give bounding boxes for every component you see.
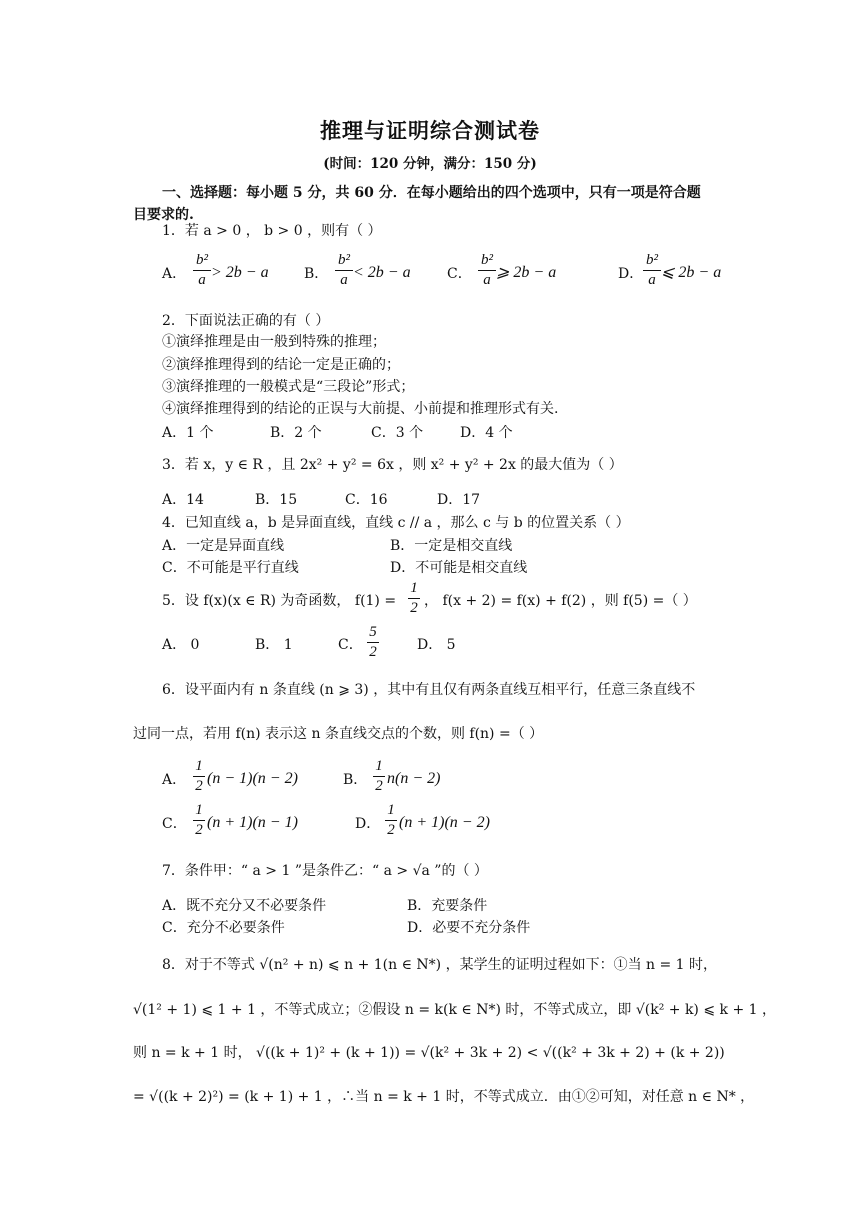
q6-option-c-label: C．	[162, 816, 187, 832]
q7-option-d: D．必要不充分条件	[407, 920, 531, 936]
question-8-stem: 8．对于不等式 √(n² + n) ⩽ n + 1(n ∈ N*) ，某学生的证明过程如下：①当 n = 1 时，	[162, 957, 718, 973]
numerator: b²	[338, 252, 350, 268]
q2-option-a: A．1 个	[162, 425, 214, 441]
q2-option-c: C．3 个	[371, 425, 424, 441]
q1-option-a-label: A．	[162, 266, 187, 282]
question-4-stem: 4．已知直线 a，b 是异面直线，直线 c // a ，那么 c 与 b 的位置关系（ ）	[162, 515, 630, 531]
q1-option-b-label: B．	[304, 266, 329, 282]
q6-option-c-rest: (n + 1)(n − 1)	[207, 814, 298, 831]
q7-option-c: C．充分不必要条件	[162, 920, 285, 936]
q7-option-a: A．既不充分又不必要条件	[162, 898, 327, 914]
q6-option-c-fraction	[193, 802, 205, 839]
question-1-stem: 1．若 a > 0 ， b > 0 ，则有（ ）	[162, 223, 382, 239]
q3-option-a: A．14	[162, 492, 204, 508]
numerator: 5	[369, 624, 377, 640]
denominator: 2	[195, 778, 203, 794]
q5-option-c-fraction	[367, 624, 379, 661]
q6-option-d-fraction	[385, 802, 397, 839]
q6-option-b-rest: n(n − 2)	[387, 770, 441, 787]
denominator: a	[340, 272, 348, 288]
q1-option-b-rest: < 2b − a	[353, 264, 411, 281]
q3-option-d: D．17	[437, 492, 481, 508]
denominator: 2	[375, 778, 383, 794]
q2-statement: ②演绎推理得到的结论一定是正确的；	[162, 357, 400, 373]
question-6-stem: 6．设平面内有 n 条直线 (n ⩾ 3) ，其中有且仅有两条直线互相平行，任意三条直线不	[162, 682, 696, 698]
q1-option-d-fraction	[643, 252, 661, 289]
denominator: a	[198, 272, 206, 288]
question-8-line: √(1² + 1) ⩽ 1 + 1 ，不等式成立；②假设 n = k(k ∈ N*) 时，不等式成立，即 √(k² + k) ⩽ k + 1 ，	[133, 1002, 776, 1018]
q5-option-a: A． 0	[162, 637, 200, 653]
numerator: 1	[410, 580, 418, 596]
q2-statement: ①演绎推理是由一般到特殊的推理；	[162, 334, 386, 350]
question-2-stem: 2．下面说法正确的有（ ）	[162, 313, 330, 329]
q6-option-b-fraction	[373, 758, 385, 795]
question-6-stem-cont: 过同一点，若用 f(n) 表示这 n 条直线交点的个数，则 f(n) =（ ）	[133, 726, 544, 742]
q5-option-c-label: C．	[338, 637, 363, 653]
q1-option-b-fraction	[335, 252, 353, 289]
q4-option-d: D．不可能是相交直线	[390, 560, 528, 576]
exam-info: (时间：120 分钟，满分：150 分)	[323, 156, 537, 172]
question-3-stem: 3．若 x，y ∈ R ，且 2x² + y² = 6x ，则 x² + y² + 2x 的最大值为（ ）	[162, 457, 623, 473]
q5-option-d: D． 5	[417, 637, 456, 653]
denominator: 2	[369, 644, 377, 660]
numerator: 1	[195, 758, 203, 774]
denominator: 2	[387, 822, 395, 838]
numerator: b²	[646, 252, 658, 268]
q1-option-a-fraction	[193, 252, 211, 289]
denominator: a	[483, 272, 491, 288]
q2-statement: ④演绎推理得到的结论的正误与大前提、小前提和推理形式有关.	[162, 401, 559, 417]
q1-option-c-fraction	[478, 252, 496, 289]
question-5-stem-start: 5．设 f(x)(x ∈ R) 为奇函数， f(1) =	[162, 593, 397, 609]
q2-option-b: B．2 个	[270, 425, 322, 441]
numerator: b²	[196, 252, 208, 268]
denominator: a	[648, 272, 656, 288]
denominator: 2	[410, 600, 418, 616]
numerator: 1	[375, 758, 383, 774]
q1-option-d-label: D．	[618, 266, 644, 282]
q6-option-d-label: D．	[355, 816, 381, 832]
question-7-stem: 7．条件甲：“ a > 1 ”是条件乙：“ a > √a ”的（ ）	[162, 863, 488, 879]
q1-option-d-rest: ⩽ 2b − a	[661, 264, 722, 281]
q4-option-c: C．不可能是平行直线	[162, 560, 299, 576]
q5-option-b: B． 1	[255, 637, 293, 653]
section-heading: 一、选择题：每小题 5 分，共 60 分．在每小题给出的四个选项中，只有一项是符合题	[162, 185, 701, 201]
q1-option-c-label: C．	[447, 266, 472, 282]
q4-option-a: A．一定是异面直线	[162, 538, 285, 554]
numerator: 1	[195, 802, 203, 818]
question-5-stem-end: ， f(x + 2) = f(x) + f(2) ，则 f(5) =（ ）	[424, 593, 697, 609]
numerator: 1	[387, 802, 395, 818]
q6-option-a-fraction	[193, 758, 205, 795]
q2-option-d: D．4 个	[460, 425, 513, 441]
numerator: b²	[481, 252, 493, 268]
q6-option-b-label: B．	[343, 772, 368, 788]
q7-option-b: B．充要条件	[407, 898, 488, 914]
q3-option-c: C．16	[345, 492, 388, 508]
q3-option-b: B．15	[255, 492, 298, 508]
q2-statement: ③演绎推理的一般模式是“三段论”形式；	[162, 379, 415, 395]
page-title: 推理与证明综合测试卷	[320, 118, 540, 143]
denominator: 2	[195, 822, 203, 838]
q1-option-a-rest: > 2b − a	[211, 264, 269, 281]
q6-option-a-rest: (n − 1)(n − 2)	[207, 770, 298, 787]
q5-fraction-half	[408, 580, 420, 617]
q1-option-c-rest: ⩾ 2b − a	[496, 264, 557, 281]
section-heading-cont: 目要求的.	[133, 207, 194, 223]
q4-option-b: B．一定是相交直线	[390, 538, 513, 554]
question-8-line: 则 n = k + 1 时， √((k + 1)² + (k + 1)) = √(k² + 3k + 2) < √((k² + 3k + 2) + (k + 2))	[133, 1045, 725, 1061]
q6-option-a-label: A．	[162, 772, 187, 788]
question-8-line: = √((k + 2)²) = (k + 1) + 1 ，∴当 n = k + 1 时，不等式成立．由①②可知，对任意 n ∈ N* ，	[133, 1089, 755, 1105]
q6-option-d-rest: (n + 1)(n − 2)	[399, 814, 490, 831]
